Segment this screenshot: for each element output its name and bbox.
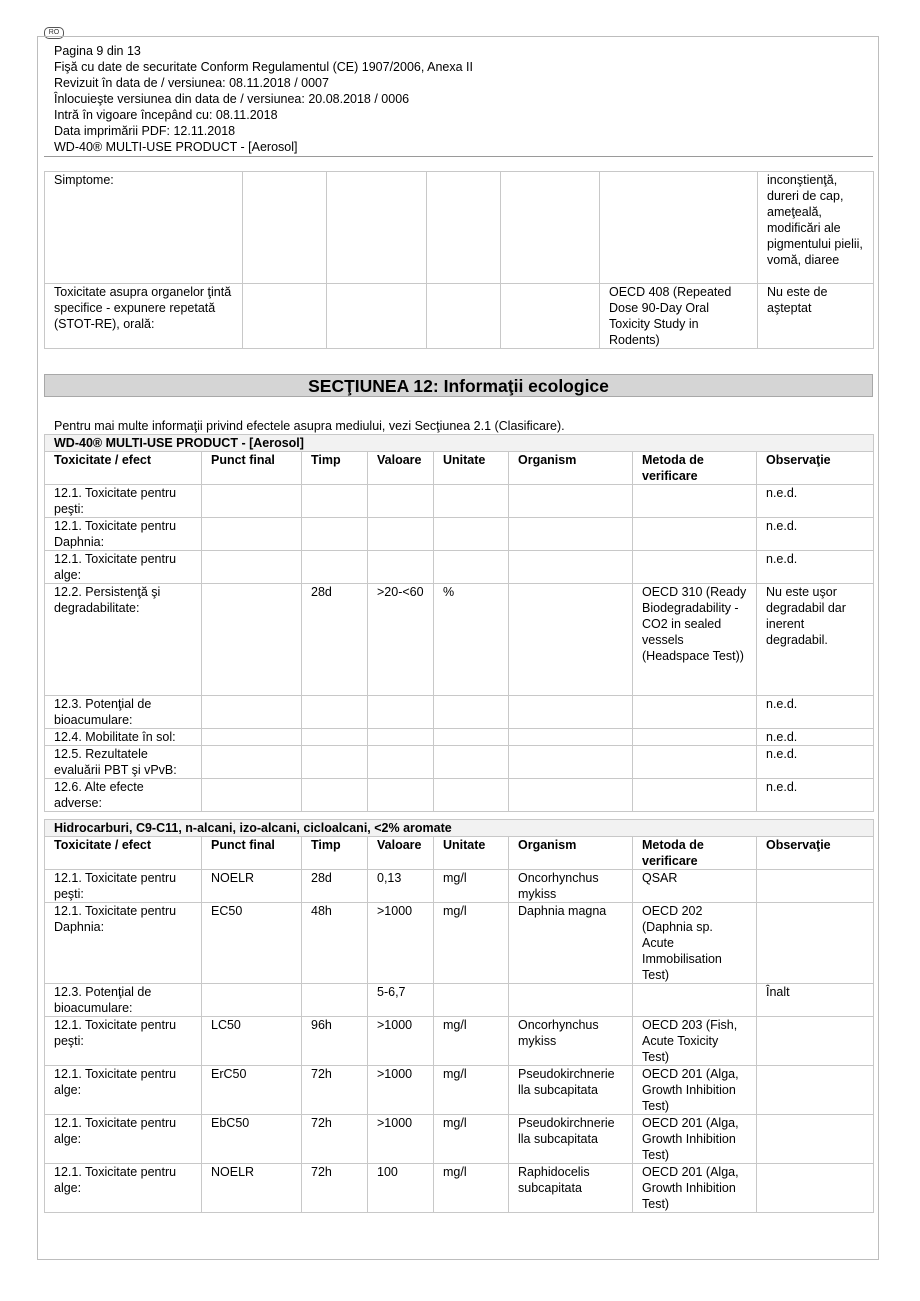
toxicology-label: Toxicitate asupra organelor ţintă specifice - expunere repetată (STOT-RE), orală: xyxy=(45,284,243,349)
table-cell xyxy=(633,518,757,551)
table-cell xyxy=(757,903,874,984)
table-cell xyxy=(509,584,633,696)
table-cell: >1000 xyxy=(368,1017,434,1066)
table-cell: 12.1. Toxicitate pentru peşti: xyxy=(45,1017,202,1066)
table-cell: mg/l xyxy=(434,870,509,903)
column-header: Timp xyxy=(302,837,368,870)
table-row xyxy=(45,1164,874,1213)
table-cell: 12.5. Rezultatele evaluării PBT şi vPvB: xyxy=(45,746,202,779)
table-cell: n.e.d. xyxy=(757,779,874,812)
column-header: Observaţie xyxy=(757,837,874,870)
table-cell xyxy=(509,746,633,779)
table-cell: >1000 xyxy=(368,1115,434,1164)
table-cell xyxy=(434,729,509,746)
table-title: WD-40® MULTI-USE PRODUCT - [Aerosol] xyxy=(45,435,874,452)
table-cell xyxy=(509,696,633,729)
table-cell xyxy=(757,870,874,903)
table-row xyxy=(45,551,874,584)
table-cell: n.e.d. xyxy=(757,746,874,779)
table-title-row xyxy=(45,820,874,837)
table-row xyxy=(45,903,874,984)
column-header: Valoare xyxy=(368,452,434,485)
table-cell: 12.3. Potenţial de bioacumulare: xyxy=(45,984,202,1017)
table-cell xyxy=(509,984,633,1017)
table-cell xyxy=(434,551,509,584)
table-cell: LC50 xyxy=(202,1017,302,1066)
table-cell xyxy=(434,696,509,729)
table-cell xyxy=(509,729,633,746)
table-cell xyxy=(509,779,633,812)
table-cell: 12.1. Toxicitate pentru alge: xyxy=(45,1066,202,1115)
table-cell: Nu este uşor degradabil dar inerent degradabil. xyxy=(757,584,874,696)
table-cell xyxy=(202,696,302,729)
table-cell: Pseudokirchnerie lla subcapitata xyxy=(509,1066,633,1115)
table-cell xyxy=(302,779,368,812)
table-cell: mg/l xyxy=(434,1115,509,1164)
table-row xyxy=(45,284,874,349)
table-cell xyxy=(302,746,368,779)
table-cell xyxy=(302,984,368,1017)
column-header: Observaţie xyxy=(757,452,874,485)
table-cell xyxy=(368,779,434,812)
table-cell: 28d xyxy=(302,584,368,696)
column-header: Unitate xyxy=(434,452,509,485)
table-cell xyxy=(757,1115,874,1164)
table-cell xyxy=(202,551,302,584)
table-cell xyxy=(302,729,368,746)
table-cell xyxy=(509,518,633,551)
table-cell: NOELR xyxy=(202,870,302,903)
table-cell: 72h xyxy=(302,1115,368,1164)
table-cell xyxy=(302,551,368,584)
table-cell xyxy=(434,485,509,518)
table-cell: Oncorhynchus mykiss xyxy=(509,870,633,903)
table-row xyxy=(45,1115,874,1164)
product-line: WD-40® MULTI-USE PRODUCT - [Aerosol] xyxy=(54,140,298,154)
table-cell: >20-<60 xyxy=(368,584,434,696)
table-cell xyxy=(202,518,302,551)
table-row xyxy=(45,984,874,1017)
table-cell: Înalt xyxy=(757,984,874,1017)
table-cell xyxy=(202,746,302,779)
table-row xyxy=(45,729,874,746)
page-number: Pagina 9 din 13 xyxy=(54,44,141,58)
table-cell xyxy=(368,696,434,729)
product-ecotox-table xyxy=(44,434,874,812)
table-cell: n.e.d. xyxy=(757,729,874,746)
table-cell: mg/l xyxy=(434,1066,509,1115)
section-title: SECŢIUNEA 12: Informaţii ecologice xyxy=(44,374,873,397)
table-cell: OECD 203 (Fish, Acute Toxicity Test) xyxy=(633,1017,757,1066)
table-cell: QSAR xyxy=(633,870,757,903)
column-header: Punct final xyxy=(202,837,302,870)
table-cell: 72h xyxy=(302,1164,368,1213)
column-header: Toxicitate / efect xyxy=(45,837,202,870)
column-header: Organism xyxy=(509,837,633,870)
document-header xyxy=(54,43,473,155)
table-row xyxy=(45,1017,874,1066)
table-cell xyxy=(434,779,509,812)
table-row xyxy=(45,779,874,812)
table-header-row xyxy=(45,837,874,870)
table-cell: n.e.d. xyxy=(757,485,874,518)
table-cell: EC50 xyxy=(202,903,302,984)
table-row xyxy=(45,485,874,518)
toxicology-method: OECD 408 (Repeated Dose 90-Day Oral Toxicity Study in Rodents) xyxy=(600,284,758,349)
table-cell xyxy=(202,779,302,812)
table-cell xyxy=(434,518,509,551)
column-header: Punct final xyxy=(202,452,302,485)
table-cell xyxy=(633,485,757,518)
table-cell: OECD 201 (Alga, Growth Inhibition Test) xyxy=(633,1066,757,1115)
table-cell: EbC50 xyxy=(202,1115,302,1164)
table-cell xyxy=(757,1066,874,1115)
toxicology-observation: inconştienţă, dureri de cap, ameţeală, modificări ale pigmentului pielii, vomă, diaree xyxy=(758,172,874,284)
column-header: Metoda de verificare xyxy=(633,837,757,870)
table-title-row xyxy=(45,435,874,452)
table-cell: Raphidocelis subcapitata xyxy=(509,1164,633,1213)
table-cell: 12.4. Mobilitate în sol: xyxy=(45,729,202,746)
table-cell xyxy=(633,729,757,746)
table-cell xyxy=(633,746,757,779)
table-row xyxy=(45,870,874,903)
table-cell xyxy=(633,551,757,584)
table-cell: mg/l xyxy=(434,1017,509,1066)
table-cell: mg/l xyxy=(434,1164,509,1213)
header-divider xyxy=(44,156,873,157)
table-cell xyxy=(202,729,302,746)
table-cell: 12.2. Persistenţă şi degradabilitate: xyxy=(45,584,202,696)
table-cell xyxy=(633,696,757,729)
table-cell: OECD 201 (Alga, Growth Inhibition Test) xyxy=(633,1164,757,1213)
table-cell: 48h xyxy=(302,903,368,984)
table-cell: 12.1. Toxicitate pentru Daphnia: xyxy=(45,903,202,984)
table-cell: 12.1. Toxicitate pentru Daphnia: xyxy=(45,518,202,551)
table-cell xyxy=(202,584,302,696)
table-cell: 28d xyxy=(302,870,368,903)
toxicology-observation: Nu este de aşteptat xyxy=(758,284,874,349)
table-cell: 96h xyxy=(302,1017,368,1066)
toxicology-label: Simptome: xyxy=(45,172,243,284)
table-row xyxy=(45,1066,874,1115)
column-header: Timp xyxy=(302,452,368,485)
table-cell: 12.1. Toxicitate pentru alge: xyxy=(45,1164,202,1213)
table-cell: 12.3. Potenţial de bioacumulare: xyxy=(45,696,202,729)
table-cell xyxy=(633,779,757,812)
table-header-row xyxy=(45,452,874,485)
table-cell: NOELR xyxy=(202,1164,302,1213)
table-cell xyxy=(302,518,368,551)
table-cell: 12.1. Toxicitate pentru alge: xyxy=(45,551,202,584)
toxicology-method xyxy=(600,172,758,284)
table-row xyxy=(45,518,874,551)
table-cell xyxy=(509,551,633,584)
table-cell: OECD 310 (Ready Biodegradability - CO2 in sealed vessels (Headspace Test)) xyxy=(633,584,757,696)
table-row xyxy=(45,696,874,729)
table-cell: 0,13 xyxy=(368,870,434,903)
table-cell xyxy=(202,984,302,1017)
table-cell xyxy=(434,746,509,779)
column-header: Organism xyxy=(509,452,633,485)
table-cell: Daphnia magna xyxy=(509,903,633,984)
toxicology-table xyxy=(44,171,874,349)
table-cell: >1000 xyxy=(368,903,434,984)
table-cell: Oncorhynchus mykiss xyxy=(509,1017,633,1066)
table-cell: 5-6,7 xyxy=(368,984,434,1017)
table-row xyxy=(45,746,874,779)
table-cell: Pseudokirchnerie lla subcapitata xyxy=(509,1115,633,1164)
valid-from-line: Intră în vigoare începând cu: 08.11.2018 xyxy=(54,108,278,122)
table-cell: n.e.d. xyxy=(757,518,874,551)
column-header: Toxicitate / efect xyxy=(45,452,202,485)
table-cell: >1000 xyxy=(368,1066,434,1115)
revision-line: Revizuit în data de / versiunea: 08.11.2018 / 0007 xyxy=(54,76,329,90)
table-cell: n.e.d. xyxy=(757,696,874,729)
table-cell: % xyxy=(434,584,509,696)
table-cell xyxy=(302,485,368,518)
table-cell xyxy=(368,746,434,779)
table-cell xyxy=(509,485,633,518)
table-cell: 12.6. Alte efecte adverse: xyxy=(45,779,202,812)
table-cell xyxy=(202,485,302,518)
table-cell: OECD 201 (Alga, Growth Inhibition Test) xyxy=(633,1115,757,1164)
table-title: Hidrocarburi, C9-C11, n-alcani, izo-alcani, cicloalcani, <2% aromate xyxy=(45,820,874,837)
print-date-line: Data imprimării PDF: 12.11.2018 xyxy=(54,124,236,138)
table-cell: 12.1. Toxicitate pentru peşti: xyxy=(45,485,202,518)
column-header: Unitate xyxy=(434,837,509,870)
table-cell: OECD 202 (Daphnia sp. Acute Immobilisation Test) xyxy=(633,903,757,984)
table-cell xyxy=(757,1164,874,1213)
table-cell xyxy=(434,984,509,1017)
table-cell xyxy=(302,696,368,729)
table-cell: 12.1. Toxicitate pentru alge: xyxy=(45,1115,202,1164)
table-cell xyxy=(368,551,434,584)
country-badge: RO xyxy=(44,27,64,39)
table-cell: 100 xyxy=(368,1164,434,1213)
column-header: Metoda de verificare xyxy=(633,452,757,485)
table-cell: ErC50 xyxy=(202,1066,302,1115)
table-cell: 72h xyxy=(302,1066,368,1115)
table-cell xyxy=(368,518,434,551)
table-cell: n.e.d. xyxy=(757,551,874,584)
table-cell xyxy=(757,1017,874,1066)
table-cell: 12.1. Toxicitate pentru peşti: xyxy=(45,870,202,903)
column-header: Valoare xyxy=(368,837,434,870)
replaces-line: Înlocuieşte versiunea din data de / versiunea: 20.08.2018 / 0006 xyxy=(54,92,410,106)
regulation-line: Fişă cu date de securitate Conform Regulamentul (CE) 1907/2006, Anexa II xyxy=(54,60,473,74)
table-row xyxy=(45,584,874,696)
table-row xyxy=(45,172,874,284)
table-cell xyxy=(368,485,434,518)
table-cell xyxy=(368,729,434,746)
table-cell: mg/l xyxy=(434,903,509,984)
hydrocarbon-ecotox-table xyxy=(44,819,874,1213)
table-cell xyxy=(633,984,757,1017)
section-intro: Pentru mai multe informaţii privind efectele asupra mediului, vezi Secţiunea 2.1 (Clasificare). xyxy=(54,419,565,433)
